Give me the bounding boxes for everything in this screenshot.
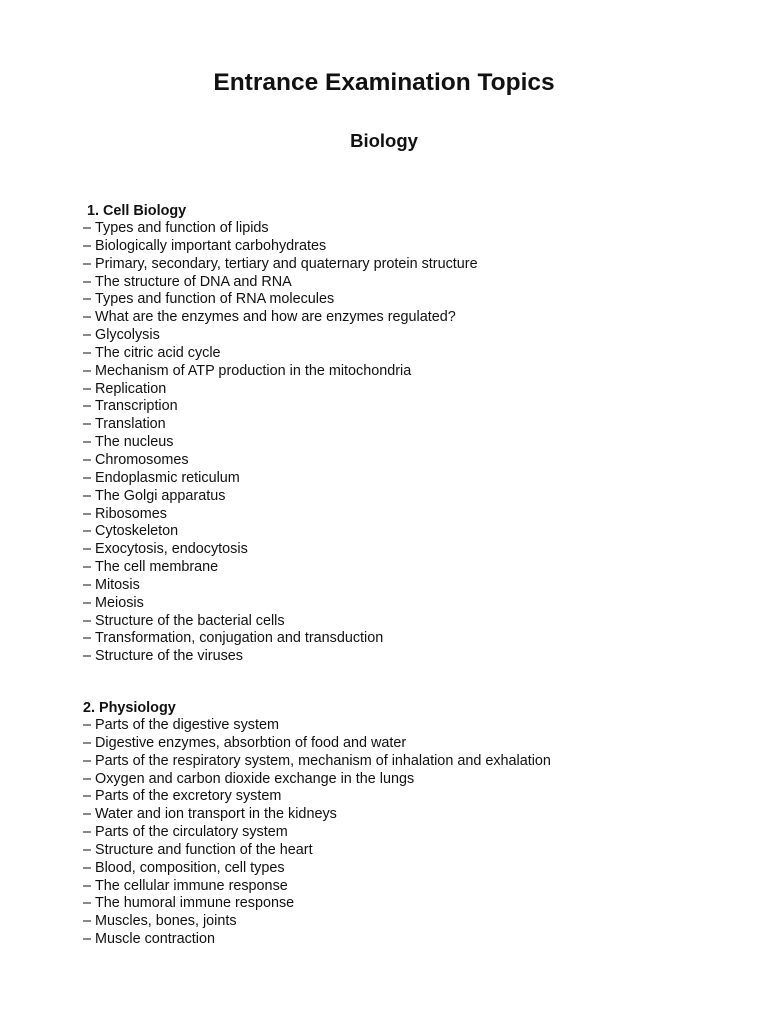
bullet-dash: – xyxy=(83,806,92,823)
topic-list xyxy=(83,220,723,666)
topic-text: The structure of DNA and RNA xyxy=(95,273,292,290)
bullet-dash: – xyxy=(83,752,92,769)
topic-text: The citric acid cycle xyxy=(95,344,221,361)
list-item xyxy=(83,327,723,345)
list-item xyxy=(83,506,723,524)
list-item xyxy=(83,256,723,274)
topic-text: Mechanism of ATP production in the mitochondria xyxy=(95,362,412,379)
bullet-dash: – xyxy=(83,380,92,397)
document-subtitle: Biology xyxy=(350,130,418,151)
topic-text: Chromosomes xyxy=(95,451,189,468)
list-item xyxy=(83,541,723,559)
topic-text: Parts of the digestive system xyxy=(95,717,279,733)
topic-text: What are the enzymes and how are enzymes regulated? xyxy=(95,309,456,326)
list-item xyxy=(83,345,723,363)
list-item xyxy=(83,577,723,595)
list-item xyxy=(83,470,723,488)
list-item xyxy=(83,753,723,771)
section-heading: 2. Physiology xyxy=(83,700,176,716)
topic-text: Digestive enzymes, absorbtion of food and water xyxy=(95,734,407,751)
list-item xyxy=(83,434,723,452)
list-item xyxy=(83,309,723,327)
topic-list xyxy=(83,717,723,949)
list-item xyxy=(83,381,723,399)
bullet-dash: – xyxy=(83,220,92,236)
list-item xyxy=(83,416,723,434)
list-item xyxy=(83,630,723,648)
bullet-dash: – xyxy=(83,255,92,272)
topic-text: Muscle contraction xyxy=(95,931,215,948)
topic-text: Transcription xyxy=(95,398,178,415)
bullet-dash: – xyxy=(83,273,92,290)
topic-text: Exocytosis, endocytosis xyxy=(95,541,248,558)
topic-text: Parts of the circulatory system xyxy=(95,824,288,841)
topic-text: Primary, secondary, tertiary and quaternary protein structure xyxy=(95,255,478,272)
bullet-dash: – xyxy=(83,648,92,665)
list-item xyxy=(83,717,723,735)
topic-text: Blood, composition, cell types xyxy=(95,859,285,876)
bullet-dash: – xyxy=(83,717,92,733)
list-item xyxy=(83,771,723,789)
list-item xyxy=(83,788,723,806)
topic-text: Muscles, bones, joints xyxy=(95,913,237,930)
list-item xyxy=(83,931,723,949)
bullet-dash: – xyxy=(83,487,92,504)
topic-text: Structure of the bacterial cells xyxy=(95,612,285,629)
bullet-dash: – xyxy=(83,344,92,361)
bullet-dash: – xyxy=(83,505,92,522)
section-physiology xyxy=(83,699,723,949)
topic-text: Parts of the respiratory system, mechanism of inhalation and exhalation xyxy=(95,752,551,769)
list-item xyxy=(83,291,723,309)
topic-text: The nucleus xyxy=(95,434,174,451)
list-item xyxy=(83,398,723,416)
topic-text: Glycolysis xyxy=(95,327,160,344)
list-item xyxy=(83,878,723,896)
list-item xyxy=(83,274,723,292)
document-title: Entrance Examination Topics xyxy=(213,69,555,96)
list-item xyxy=(83,613,723,631)
list-item xyxy=(83,648,723,666)
list-item xyxy=(83,488,723,506)
bullet-dash: – xyxy=(83,559,92,576)
bullet-dash: – xyxy=(83,291,92,308)
list-item xyxy=(83,913,723,931)
topic-text: Ribosomes xyxy=(95,505,167,522)
topic-text: The humoral immune response xyxy=(95,895,295,912)
section-cell-biology xyxy=(83,202,723,666)
bullet-dash: – xyxy=(83,788,92,805)
list-item xyxy=(83,452,723,470)
bullet-dash: – xyxy=(83,931,92,948)
topic-text: Transformation, conjugation and transduction xyxy=(95,630,384,647)
topic-text: Cytoskeleton xyxy=(95,523,179,540)
topic-text: Types and function of lipids xyxy=(95,220,269,236)
bullet-dash: – xyxy=(83,327,92,344)
topic-text: Water and ion transport in the kidneys xyxy=(95,806,337,823)
topic-text: Structure and function of the heart xyxy=(95,841,313,858)
topic-text: Structure of the viruses xyxy=(95,648,243,665)
list-item xyxy=(83,363,723,381)
topic-text: Endoplasmic reticulum xyxy=(95,469,240,486)
topic-text: Meiosis xyxy=(95,594,144,611)
bullet-dash: – xyxy=(83,541,92,558)
bullet-dash: – xyxy=(83,859,92,876)
list-item xyxy=(83,842,723,860)
topic-text: Biologically important carbohydrates xyxy=(95,237,327,254)
topic-text: The Golgi apparatus xyxy=(95,487,226,504)
bullet-dash: – xyxy=(83,398,92,415)
bullet-dash: – xyxy=(83,913,92,930)
topic-text: The cell membrane xyxy=(95,559,219,576)
list-item xyxy=(83,824,723,842)
topic-text: Parts of the excretory system xyxy=(95,788,282,805)
topic-text: Types and function of RNA molecules xyxy=(95,291,335,308)
bullet-dash: – xyxy=(83,770,92,787)
list-item xyxy=(83,238,723,256)
bullet-dash: – xyxy=(83,895,92,912)
bullet-dash: – xyxy=(83,824,92,841)
bullet-dash: – xyxy=(83,416,92,433)
topic-text: The cellular immune response xyxy=(95,877,288,894)
bullet-dash: – xyxy=(83,309,92,326)
bullet-dash: – xyxy=(83,434,92,451)
list-item xyxy=(83,735,723,753)
topic-text: Mitosis xyxy=(95,576,140,593)
bullet-dash: – xyxy=(83,841,92,858)
list-item xyxy=(83,559,723,577)
bullet-dash: – xyxy=(83,594,92,611)
list-item xyxy=(83,220,723,238)
bullet-dash: – xyxy=(83,630,92,647)
list-item xyxy=(83,523,723,541)
section-heading: 1. Cell Biology xyxy=(87,203,187,219)
bullet-dash: – xyxy=(83,877,92,894)
bullet-dash: – xyxy=(83,469,92,486)
list-item xyxy=(83,595,723,613)
bullet-dash: – xyxy=(83,523,92,540)
bullet-dash: – xyxy=(83,362,92,379)
bullet-dash: – xyxy=(83,612,92,629)
list-item xyxy=(83,895,723,913)
list-item xyxy=(83,860,723,878)
topic-text: Replication xyxy=(95,380,167,397)
topic-text: Oxygen and carbon dioxide exchange in the lungs xyxy=(95,770,415,787)
bullet-dash: – xyxy=(83,576,92,593)
topic-text: Translation xyxy=(95,416,166,433)
list-item xyxy=(83,806,723,824)
bullet-dash: – xyxy=(83,451,92,468)
bullet-dash: – xyxy=(83,237,92,254)
bullet-dash: – xyxy=(83,734,92,751)
